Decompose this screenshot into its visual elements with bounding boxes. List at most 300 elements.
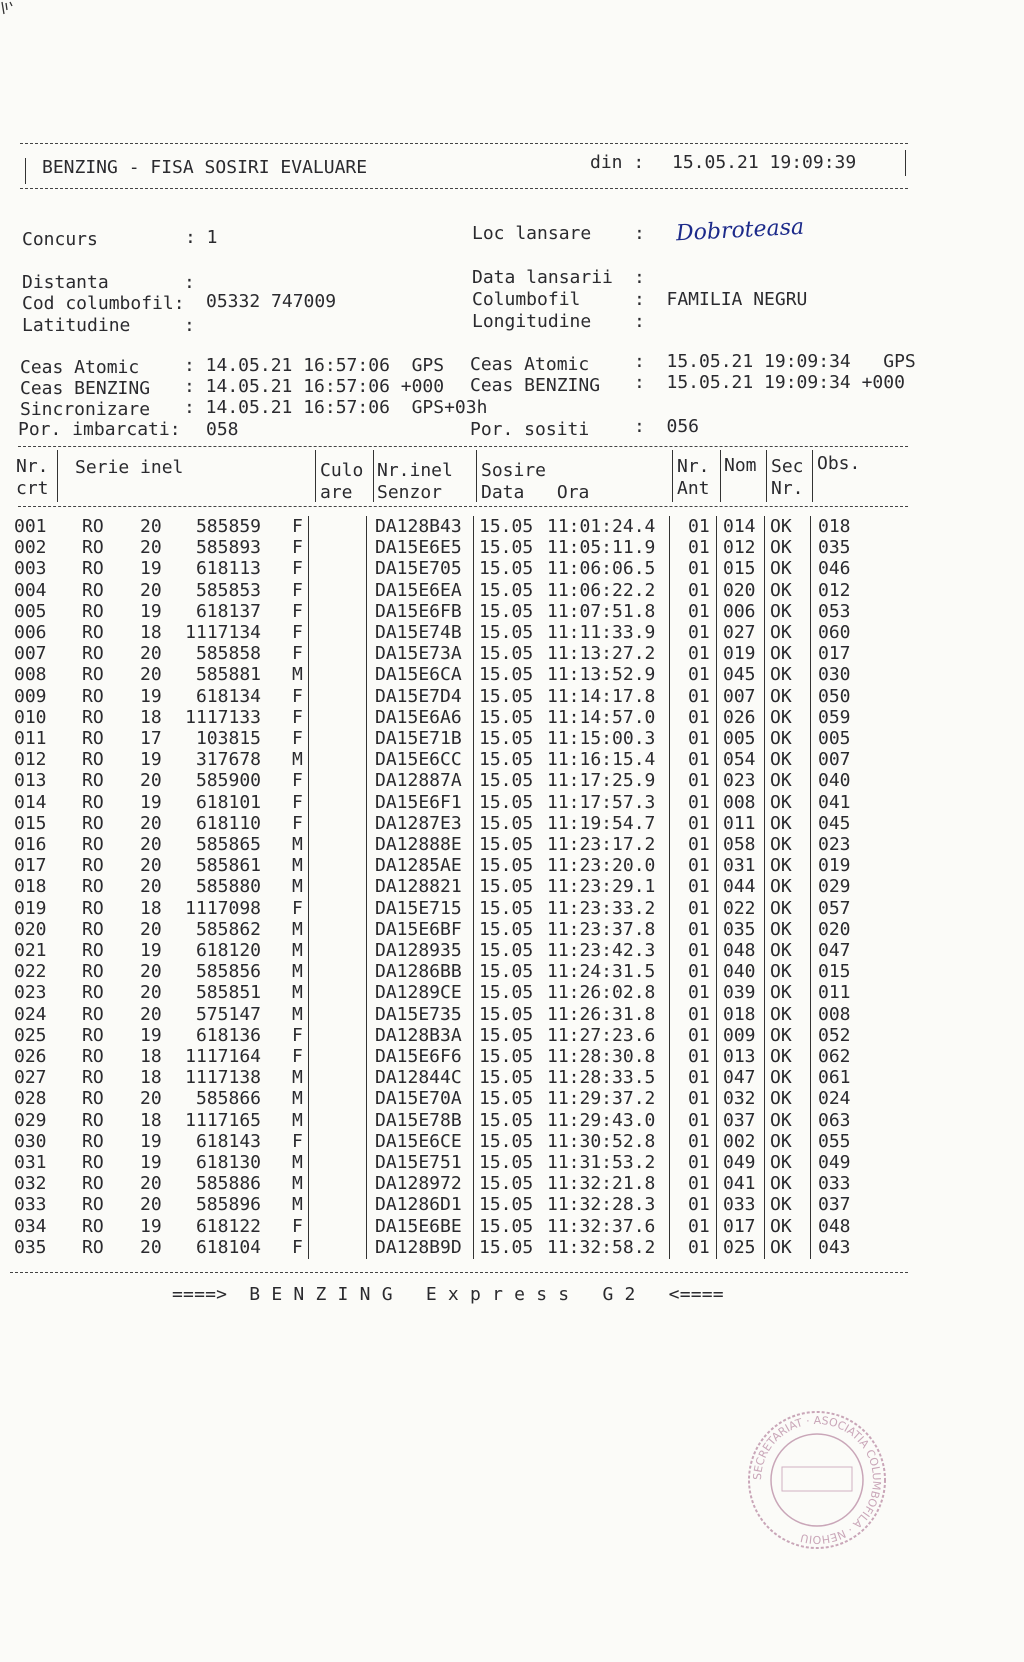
row-col-sep	[669, 876, 670, 898]
cell-nr: 005	[14, 600, 47, 622]
cell-sec: OK	[770, 622, 792, 643]
cell-nr: 001	[14, 516, 47, 537]
cell-obs: 052	[818, 1024, 851, 1046]
row-col-sep	[669, 537, 670, 559]
row-col-sep	[473, 664, 474, 686]
cell-obs: 020	[818, 918, 851, 940]
cell-time: 11:14:57.0	[547, 706, 656, 728]
distanta-value: :	[184, 272, 195, 293]
row-col-sep	[366, 982, 367, 1004]
cell-date: 15.05	[479, 622, 534, 643]
cell-year: 18	[140, 1046, 162, 1067]
cell-ring: 585886	[195, 1173, 261, 1195]
cell-date: 15.05	[479, 579, 534, 601]
row-col-sep	[308, 813, 309, 835]
row-col-sep	[810, 1216, 811, 1238]
cell-year: 20	[140, 1173, 162, 1195]
loc-lansare-handwritten: Dobroteasa	[675, 214, 805, 247]
cell-date: 15.05	[479, 812, 534, 834]
cell-year: 20	[140, 1194, 162, 1216]
cell-senzor: DA15E735	[375, 1003, 462, 1025]
cell-year: 20	[140, 982, 162, 1004]
header-left-border	[25, 158, 26, 184]
cell-time: 11:32:21.8	[547, 1173, 656, 1195]
row-col-sep	[308, 1110, 309, 1132]
cell-obs: 063	[818, 1109, 851, 1131]
row-col-sep	[810, 749, 811, 771]
row-col-sep	[716, 707, 717, 729]
cell-time: 11:17:57.3	[547, 791, 656, 813]
row-col-sep	[473, 516, 474, 538]
cell-obs: 062	[818, 1046, 851, 1067]
cell-ant: 01	[688, 770, 710, 792]
cell-country: RO	[82, 1194, 104, 1216]
row-col-sep	[366, 1237, 367, 1259]
cell-year: 18	[140, 1109, 162, 1131]
cell-nom: 012	[723, 537, 756, 559]
cell-ring: 618134	[195, 685, 261, 707]
header-culoare: Culo are	[320, 460, 364, 503]
cell-country: RO	[82, 558, 104, 580]
table-row	[0, 1046, 1024, 1068]
row-col-sep	[366, 834, 367, 856]
cell-nr: 003	[14, 558, 47, 580]
cell-senzor: DA15E6CA	[375, 664, 462, 686]
por-sositi-label: Por. sositi	[470, 419, 590, 440]
row-col-sep	[473, 792, 474, 814]
row-col-sep	[716, 855, 717, 877]
row-col-sep	[810, 601, 811, 623]
row-col-sep	[669, 1067, 670, 1089]
cell-obs: 023	[818, 834, 851, 855]
row-col-sep	[764, 1152, 765, 1174]
cell-nom: 025	[723, 1236, 756, 1258]
row-col-sep	[366, 813, 367, 835]
cell-country: RO	[82, 643, 104, 665]
table-row	[0, 558, 1024, 580]
row-col-sep	[716, 601, 717, 623]
row-col-sep	[716, 728, 717, 750]
row-col-sep	[716, 792, 717, 814]
cell-date: 15.05	[479, 600, 534, 622]
cell-country: RO	[82, 537, 104, 559]
cell-nr: 034	[14, 1215, 47, 1237]
cell-date: 15.05	[479, 1046, 534, 1067]
cell-ring: 585866	[195, 1088, 261, 1110]
cell-obs: 059	[818, 706, 851, 728]
row-col-sep	[764, 1110, 765, 1132]
cell-sex: M	[292, 834, 303, 855]
cell-time: 11:17:25.9	[547, 770, 656, 792]
cell-date: 15.05	[479, 516, 534, 537]
cell-year: 17	[140, 728, 162, 749]
row-col-sep	[308, 664, 309, 686]
cell-time: 11:24:31.5	[547, 961, 656, 983]
cell-sex: M	[292, 1173, 303, 1195]
cell-date: 15.05	[479, 643, 534, 665]
row-col-sep	[669, 580, 670, 602]
cell-ring: 618137	[195, 600, 261, 622]
cell-time: 11:29:37.2	[547, 1088, 656, 1110]
cell-ant: 01	[688, 834, 710, 855]
header-bottom-rule	[20, 188, 908, 189]
col-sep	[672, 450, 673, 502]
cell-year: 18	[140, 897, 162, 919]
row-col-sep	[669, 1025, 670, 1047]
row-col-sep	[366, 1131, 367, 1153]
cell-ant: 01	[688, 1194, 710, 1216]
row-col-sep	[764, 1004, 765, 1026]
row-col-sep	[308, 982, 309, 1004]
row-col-sep	[716, 643, 717, 665]
row-col-sep	[366, 940, 367, 962]
cell-sec: OK	[770, 643, 792, 665]
table-row	[0, 749, 1024, 771]
cell-obs: 011	[818, 982, 851, 1004]
row-col-sep	[473, 1067, 474, 1089]
cell-year: 20	[140, 855, 162, 877]
row-col-sep	[810, 982, 811, 1004]
longitudine-value: :	[634, 311, 645, 332]
cell-nom: 037	[723, 1109, 756, 1131]
row-col-sep	[366, 855, 367, 877]
row-col-sep	[473, 898, 474, 920]
row-col-sep	[366, 1152, 367, 1174]
cell-obs: 018	[818, 516, 851, 537]
cell-senzor: DA15E715	[375, 897, 462, 919]
row-col-sep	[716, 622, 717, 644]
row-col-sep	[473, 961, 474, 983]
row-col-sep	[669, 855, 670, 877]
row-col-sep	[810, 1152, 811, 1174]
cell-country: RO	[82, 1088, 104, 1110]
col-sep	[812, 450, 813, 502]
cell-sex: F	[292, 600, 303, 622]
row-col-sep	[764, 855, 765, 877]
row-col-sep	[669, 1088, 670, 1110]
cell-time: 11:31:53.2	[547, 1152, 656, 1173]
cell-obs: 043	[818, 1236, 851, 1258]
cell-obs: 049	[818, 1152, 851, 1173]
row-col-sep	[810, 664, 811, 686]
cell-obs: 047	[818, 940, 851, 961]
row-col-sep	[764, 558, 765, 580]
cell-sec: OK	[770, 706, 792, 728]
row-col-sep	[473, 622, 474, 644]
cell-sec: OK	[770, 1152, 792, 1173]
cell-ant: 01	[688, 1215, 710, 1237]
cell-time: 11:26:02.8	[547, 982, 656, 1004]
row-col-sep	[810, 1131, 811, 1153]
row-col-sep	[366, 919, 367, 941]
row-col-sep	[366, 1173, 367, 1195]
row-col-sep	[366, 1004, 367, 1026]
row-col-sep	[716, 961, 717, 983]
cell-ring: 585862	[195, 918, 261, 940]
header-nr-ant: Nr. Ant	[677, 456, 710, 499]
cell-ant: 01	[688, 918, 710, 940]
row-col-sep	[473, 728, 474, 750]
left-benzing-value: : 14.05.21 16:57:06 +000	[184, 376, 445, 397]
table-row	[0, 898, 1024, 920]
cell-ring: 618110	[195, 812, 261, 834]
row-col-sep	[669, 728, 670, 750]
cell-time: 11:30:52.8	[547, 1130, 656, 1152]
row-col-sep	[366, 1110, 367, 1132]
row-col-sep	[716, 1173, 717, 1195]
row-col-sep	[366, 558, 367, 580]
cell-year: 20	[140, 834, 162, 855]
cell-ant: 01	[688, 855, 710, 877]
row-col-sep	[716, 580, 717, 602]
row-col-sep	[764, 876, 765, 898]
table-header-bottom-rule	[18, 506, 908, 507]
loc-lansare-colon: :	[634, 223, 645, 244]
cell-ant: 01	[688, 982, 710, 1004]
cell-ant: 01	[688, 600, 710, 622]
row-col-sep	[810, 876, 811, 898]
cell-date: 15.05	[479, 982, 534, 1004]
header-right-border	[905, 150, 906, 176]
cell-sex: F	[292, 1046, 303, 1067]
cell-nr: 018	[14, 876, 47, 898]
row-col-sep	[473, 558, 474, 580]
row-col-sep	[473, 537, 474, 559]
row-col-sep	[366, 770, 367, 792]
row-col-sep	[716, 516, 717, 538]
row-col-sep	[308, 601, 309, 623]
row-col-sep	[810, 622, 811, 644]
row-col-sep	[810, 707, 811, 729]
cell-sex: M	[292, 1109, 303, 1131]
cell-year: 20	[140, 918, 162, 940]
cell-nom: 026	[723, 706, 756, 728]
cod-columbofil-label: Cod columbofil:	[22, 293, 185, 314]
cell-nom: 027	[723, 622, 756, 643]
cell-country: RO	[82, 961, 104, 983]
cell-senzor: DA15E7D4	[375, 685, 462, 707]
cell-nr: 031	[14, 1152, 47, 1173]
table-row	[0, 813, 1024, 835]
cell-country: RO	[82, 1215, 104, 1237]
cell-time: 11:28:33.5	[547, 1067, 656, 1089]
cell-sex: F	[292, 1130, 303, 1152]
cell-sec: OK	[770, 1215, 792, 1237]
row-col-sep	[473, 749, 474, 771]
row-col-sep	[716, 770, 717, 792]
cell-nr: 033	[14, 1194, 47, 1216]
table-row	[0, 961, 1024, 983]
cell-sec: OK	[770, 1173, 792, 1195]
cell-nr: 026	[14, 1046, 47, 1067]
row-col-sep	[716, 537, 717, 559]
cell-nom: 048	[723, 940, 756, 961]
row-col-sep	[764, 792, 765, 814]
row-col-sep	[810, 643, 811, 665]
sincronizare-label: Sincronizare	[20, 399, 151, 420]
row-col-sep	[308, 516, 309, 538]
row-col-sep	[308, 686, 309, 708]
cell-sex: M	[292, 1003, 303, 1025]
header-serie-inel: Serie inel	[75, 457, 184, 478]
cell-nom: 007	[723, 685, 756, 707]
cell-sex: F	[292, 516, 303, 537]
row-col-sep	[764, 1237, 765, 1259]
row-col-sep	[473, 813, 474, 835]
cell-country: RO	[82, 1046, 104, 1067]
cell-country: RO	[82, 982, 104, 1004]
cell-sex: F	[292, 728, 303, 749]
cell-sex: F	[292, 1215, 303, 1237]
cell-obs: 037	[818, 1194, 851, 1216]
cell-obs: 060	[818, 622, 851, 643]
cell-ring: 1117133	[185, 706, 261, 728]
row-col-sep	[366, 516, 367, 538]
cell-sex: F	[292, 897, 303, 919]
cell-ring: 317678	[195, 749, 261, 771]
cell-nr: 023	[14, 982, 47, 1004]
row-col-sep	[308, 1173, 309, 1195]
row-col-sep	[366, 1046, 367, 1068]
cell-ant: 01	[688, 791, 710, 813]
row-col-sep	[473, 686, 474, 708]
row-col-sep	[669, 686, 670, 708]
concurs-value: : 1	[185, 227, 218, 248]
cell-senzor: DA128935	[375, 940, 462, 961]
cell-year: 19	[140, 1152, 162, 1173]
cell-date: 15.05	[479, 961, 534, 983]
col-sep	[315, 450, 316, 502]
row-col-sep	[716, 686, 717, 708]
cell-time: 11:23:17.2	[547, 834, 656, 855]
table-row	[0, 643, 1024, 665]
cell-senzor: DA1286BB	[375, 961, 462, 983]
table-top-rule	[18, 446, 908, 447]
cell-country: RO	[82, 812, 104, 834]
cell-obs: 061	[818, 1067, 851, 1089]
row-col-sep	[308, 622, 309, 644]
cell-senzor: DA15E6CC	[375, 749, 462, 771]
row-col-sep	[810, 580, 811, 602]
loc-lansare-label: Loc lansare	[472, 223, 592, 244]
row-col-sep	[669, 1131, 670, 1153]
cell-nom: 039	[723, 982, 756, 1004]
cell-nom: 045	[723, 664, 756, 686]
cell-obs: 035	[818, 537, 851, 559]
cell-ring: 1117165	[185, 1109, 261, 1131]
row-col-sep	[669, 707, 670, 729]
cell-sex: M	[292, 1194, 303, 1216]
row-col-sep	[308, 1046, 309, 1068]
cell-nom: 023	[723, 770, 756, 792]
row-col-sep	[366, 876, 367, 898]
row-col-sep	[764, 940, 765, 962]
row-col-sep	[366, 1088, 367, 1110]
cell-ring: 618130	[195, 1152, 261, 1173]
row-col-sep	[308, 558, 309, 580]
cell-nr: 035	[14, 1236, 47, 1258]
row-col-sep	[716, 1088, 717, 1110]
row-col-sep	[473, 1004, 474, 1026]
cell-date: 15.05	[479, 1024, 534, 1046]
cell-sex: F	[292, 1024, 303, 1046]
row-col-sep	[308, 1067, 309, 1089]
table-row	[0, 728, 1024, 750]
cell-senzor: DA15E6BF	[375, 918, 462, 940]
cell-obs: 015	[818, 961, 851, 983]
cell-year: 20	[140, 537, 162, 559]
cell-nr: 027	[14, 1067, 47, 1089]
row-col-sep	[366, 664, 367, 686]
cell-nom: 002	[723, 1130, 756, 1152]
cell-senzor: DA128B43	[375, 516, 462, 537]
row-col-sep	[669, 919, 670, 941]
row-col-sep	[366, 898, 367, 920]
cell-obs: 019	[818, 855, 851, 877]
header-nom: Nom	[724, 455, 757, 476]
row-col-sep	[764, 622, 765, 644]
row-col-sep	[366, 643, 367, 665]
cell-date: 15.05	[479, 558, 534, 580]
row-col-sep	[810, 1237, 811, 1259]
cell-ring: 1117164	[185, 1046, 261, 1067]
row-col-sep	[669, 1216, 670, 1238]
cell-date: 15.05	[479, 791, 534, 813]
cell-year: 19	[140, 791, 162, 813]
cell-date: 15.05	[479, 1194, 534, 1216]
cell-ring: 585861	[195, 855, 261, 877]
row-col-sep	[810, 1025, 811, 1047]
cell-nom: 008	[723, 791, 756, 813]
header-nr-inel-senzor: Nr.inel Senzor	[377, 460, 453, 503]
row-col-sep	[810, 940, 811, 962]
cell-nom: 033	[723, 1194, 756, 1216]
latitudine-label: Latitudine	[22, 315, 131, 336]
row-col-sep	[308, 1025, 309, 1047]
row-col-sep	[473, 1088, 474, 1110]
cell-nom: 032	[723, 1088, 756, 1110]
cell-sec: OK	[770, 685, 792, 707]
cell-country: RO	[82, 685, 104, 707]
row-col-sep	[473, 919, 474, 941]
cell-ring: 585858	[195, 643, 261, 665]
cell-sec: OK	[770, 834, 792, 855]
cell-year: 20	[140, 1088, 162, 1110]
cell-obs: 008	[818, 1003, 851, 1025]
cell-senzor: DA1285AE	[375, 855, 462, 877]
cell-date: 15.05	[479, 855, 534, 877]
cell-senzor: DA15E6FB	[375, 600, 462, 622]
row-col-sep	[810, 1194, 811, 1216]
cell-nr: 011	[14, 728, 47, 749]
cell-sec: OK	[770, 812, 792, 834]
cell-country: RO	[82, 600, 104, 622]
cell-year: 19	[140, 558, 162, 580]
row-col-sep	[764, 1216, 765, 1238]
cell-sex: M	[292, 961, 303, 983]
cell-sec: OK	[770, 664, 792, 686]
row-col-sep	[716, 1046, 717, 1068]
cell-obs: 005	[818, 728, 851, 749]
table-row	[0, 940, 1024, 962]
row-col-sep	[764, 1194, 765, 1216]
cell-date: 15.05	[479, 537, 534, 559]
cell-country: RO	[82, 791, 104, 813]
cell-ring: 618120	[195, 940, 261, 961]
row-col-sep	[810, 686, 811, 708]
right-benzing-label: Ceas BENZING	[470, 375, 601, 396]
cell-ring: 1117098	[185, 897, 261, 919]
